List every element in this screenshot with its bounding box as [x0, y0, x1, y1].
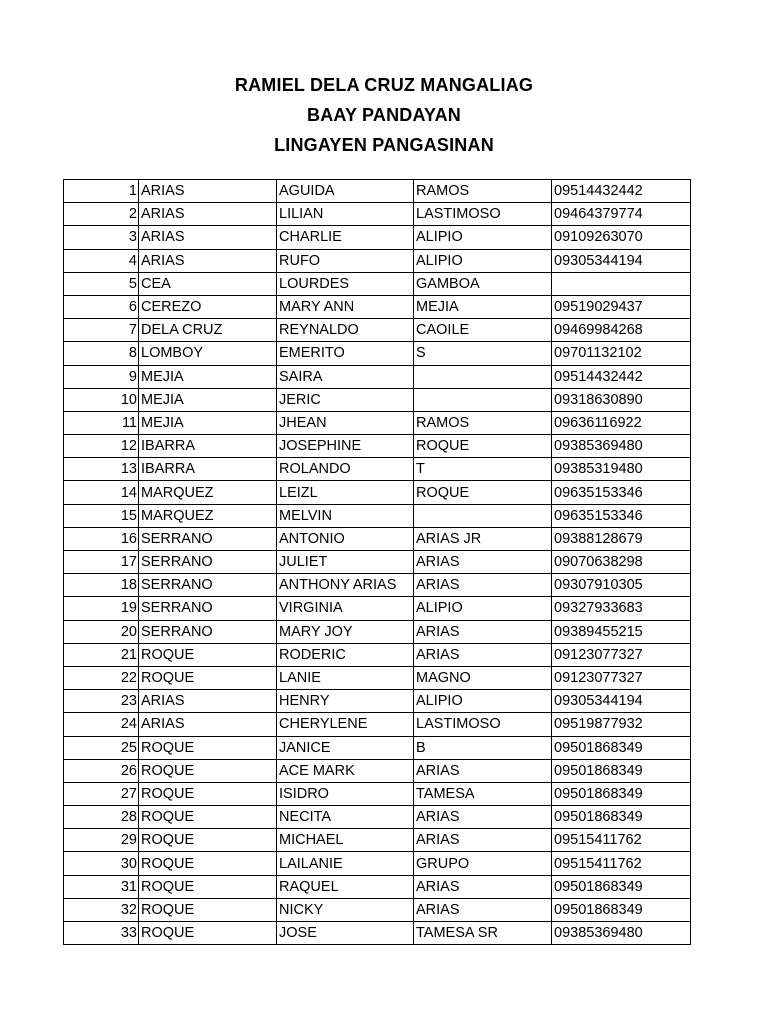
cell-middle-name: TAMESA	[414, 782, 552, 805]
table-row	[64, 666, 691, 689]
table-row	[64, 551, 691, 574]
cell-phone: 09519877932	[552, 713, 691, 736]
cell-middle-name: ARIAS	[414, 620, 552, 643]
cell-middle-name: ALIPIO	[414, 226, 552, 249]
cell-middle-name: CAOILE	[414, 319, 552, 342]
table-row	[64, 829, 691, 852]
cell-phone: 09519029437	[552, 295, 691, 318]
cell-number: 29	[64, 829, 139, 852]
cell-middle-name	[414, 365, 552, 388]
cell-number: 10	[64, 388, 139, 411]
cell-last-name: ROQUE	[139, 736, 277, 759]
cell-number: 27	[64, 782, 139, 805]
cell-last-name: ROQUE	[139, 643, 277, 666]
cell-middle-name: MAGNO	[414, 666, 552, 689]
cell-phone: 09469984268	[552, 319, 691, 342]
cell-middle-name: ARIAS	[414, 574, 552, 597]
cell-last-name: CEA	[139, 272, 277, 295]
cell-phone: 09385369480	[552, 922, 691, 945]
cell-last-name: IBARRA	[139, 435, 277, 458]
cell-number: 19	[64, 597, 139, 620]
cell-middle-name	[414, 388, 552, 411]
cell-middle-name: GAMBOA	[414, 272, 552, 295]
cell-number: 32	[64, 898, 139, 921]
roster-body	[64, 180, 691, 945]
table-row	[64, 504, 691, 527]
cell-last-name: ROQUE	[139, 898, 277, 921]
cell-first-name: ISIDRO	[277, 782, 414, 805]
cell-phone: 09385319480	[552, 458, 691, 481]
table-row	[64, 411, 691, 434]
table-row	[64, 782, 691, 805]
table-row	[64, 690, 691, 713]
table-row	[64, 759, 691, 782]
cell-first-name: REYNALDO	[277, 319, 414, 342]
cell-last-name: MEJIA	[139, 388, 277, 411]
cell-middle-name: RAMOS	[414, 411, 552, 434]
cell-middle-name: ARIAS JR	[414, 527, 552, 550]
table-row	[64, 806, 691, 829]
header-name: RAMIEL DELA CRUZ MANGALIAG	[234, 75, 534, 95]
cell-last-name: CEREZO	[139, 295, 277, 318]
cell-number: 4	[64, 249, 139, 272]
cell-first-name: ANTHONY ARIAS	[277, 574, 414, 597]
cell-last-name: ROQUE	[139, 759, 277, 782]
cell-last-name: ARIAS	[139, 203, 277, 226]
cell-first-name: JANICE	[277, 736, 414, 759]
cell-phone: 09123077327	[552, 666, 691, 689]
cell-last-name: ARIAS	[139, 226, 277, 249]
cell-middle-name: RAMOS	[414, 180, 552, 203]
roster-table	[63, 179, 691, 945]
cell-phone: 09123077327	[552, 643, 691, 666]
cell-middle-name: B	[414, 736, 552, 759]
cell-number: 15	[64, 504, 139, 527]
cell-middle-name: LASTIMOSO	[414, 203, 552, 226]
cell-first-name: LEIZL	[277, 481, 414, 504]
cell-phone: 09464379774	[552, 203, 691, 226]
table-row	[64, 295, 691, 318]
cell-first-name: JULIET	[277, 551, 414, 574]
cell-first-name: EMERITO	[277, 342, 414, 365]
cell-number: 7	[64, 319, 139, 342]
cell-first-name: JERIC	[277, 388, 414, 411]
cell-phone: 09388128679	[552, 527, 691, 550]
cell-middle-name: ROQUE	[414, 435, 552, 458]
cell-last-name: ROQUE	[139, 666, 277, 689]
cell-number: 6	[64, 295, 139, 318]
cell-last-name: ARIAS	[139, 713, 277, 736]
cell-phone: 09515411762	[552, 852, 691, 875]
table-row	[64, 898, 691, 921]
cell-middle-name: TAMESA SR	[414, 922, 552, 945]
cell-number: 5	[64, 272, 139, 295]
cell-number: 3	[64, 226, 139, 249]
cell-first-name: ROLANDO	[277, 458, 414, 481]
cell-first-name: JHEAN	[277, 411, 414, 434]
cell-middle-name: ARIAS	[414, 551, 552, 574]
cell-first-name: MICHAEL	[277, 829, 414, 852]
table-row	[64, 435, 691, 458]
document-header	[0, 70, 768, 160]
header-location: LINGAYEN PANGASINAN	[274, 135, 494, 155]
table-row	[64, 226, 691, 249]
cell-last-name: ARIAS	[139, 180, 277, 203]
cell-middle-name: ALIPIO	[414, 690, 552, 713]
cell-last-name: ARIAS	[139, 690, 277, 713]
cell-number: 25	[64, 736, 139, 759]
cell-number: 31	[64, 875, 139, 898]
cell-middle-name: ARIAS	[414, 875, 552, 898]
table-row	[64, 922, 691, 945]
cell-phone: 09501868349	[552, 736, 691, 759]
cell-middle-name	[414, 504, 552, 527]
cell-middle-name: ARIAS	[414, 898, 552, 921]
cell-last-name: MEJIA	[139, 411, 277, 434]
cell-phone: 09305344194	[552, 249, 691, 272]
cell-phone: 09636116922	[552, 411, 691, 434]
cell-first-name: RODERIC	[277, 643, 414, 666]
table-row	[64, 643, 691, 666]
table-row	[64, 597, 691, 620]
cell-number: 28	[64, 806, 139, 829]
cell-middle-name: ARIAS	[414, 643, 552, 666]
cell-number: 20	[64, 620, 139, 643]
cell-number: 17	[64, 551, 139, 574]
cell-last-name: ROQUE	[139, 829, 277, 852]
cell-phone	[552, 272, 691, 295]
cell-first-name: HENRY	[277, 690, 414, 713]
cell-phone: 09635153346	[552, 481, 691, 504]
cell-last-name: ARIAS	[139, 249, 277, 272]
cell-first-name: ANTONIO	[277, 527, 414, 550]
cell-phone: 09514432442	[552, 180, 691, 203]
cell-last-name: ROQUE	[139, 875, 277, 898]
table-row	[64, 203, 691, 226]
table-row	[64, 458, 691, 481]
cell-phone: 09501868349	[552, 898, 691, 921]
table-row	[64, 272, 691, 295]
cell-middle-name: MEJIA	[414, 295, 552, 318]
cell-middle-name: LASTIMOSO	[414, 713, 552, 736]
table-row	[64, 180, 691, 203]
table-row	[64, 481, 691, 504]
cell-first-name: ACE MARK	[277, 759, 414, 782]
cell-phone: 09385369480	[552, 435, 691, 458]
cell-first-name: RAQUEL	[277, 875, 414, 898]
cell-phone: 09501868349	[552, 782, 691, 805]
cell-last-name: ROQUE	[139, 806, 277, 829]
cell-first-name: NECITA	[277, 806, 414, 829]
cell-last-name: SERRANO	[139, 551, 277, 574]
cell-number: 30	[64, 852, 139, 875]
cell-first-name: LOURDES	[277, 272, 414, 295]
cell-number: 14	[64, 481, 139, 504]
table-row	[64, 574, 691, 597]
cell-phone: 09389455215	[552, 620, 691, 643]
table-row	[64, 852, 691, 875]
cell-number: 23	[64, 690, 139, 713]
cell-middle-name: ALIPIO	[414, 597, 552, 620]
table-row	[64, 713, 691, 736]
cell-phone: 09318630890	[552, 388, 691, 411]
cell-first-name: NICKY	[277, 898, 414, 921]
cell-phone: 09109263070	[552, 226, 691, 249]
header-barangay: BAAY PANDAYAN	[307, 105, 461, 125]
cell-phone: 09307910305	[552, 574, 691, 597]
cell-first-name: RUFO	[277, 249, 414, 272]
cell-number: 24	[64, 713, 139, 736]
table-row	[64, 342, 691, 365]
cell-middle-name: ROQUE	[414, 481, 552, 504]
cell-last-name: SERRANO	[139, 527, 277, 550]
table-row	[64, 249, 691, 272]
cell-number: 11	[64, 411, 139, 434]
cell-first-name: CHERYLENE	[277, 713, 414, 736]
cell-last-name: SERRANO	[139, 597, 277, 620]
cell-phone: 09701132102	[552, 342, 691, 365]
cell-number: 13	[64, 458, 139, 481]
cell-middle-name: S	[414, 342, 552, 365]
table-row	[64, 527, 691, 550]
cell-first-name: AGUIDA	[277, 180, 414, 203]
cell-first-name: MELVIN	[277, 504, 414, 527]
cell-first-name: LILIAN	[277, 203, 414, 226]
cell-last-name: ROQUE	[139, 922, 277, 945]
cell-first-name: LAILANIE	[277, 852, 414, 875]
cell-last-name: SERRANO	[139, 574, 277, 597]
cell-middle-name: ARIAS	[414, 806, 552, 829]
cell-number: 1	[64, 180, 139, 203]
cell-phone: 09501868349	[552, 759, 691, 782]
cell-last-name: MARQUEZ	[139, 481, 277, 504]
cell-number: 16	[64, 527, 139, 550]
table-row	[64, 875, 691, 898]
cell-number: 12	[64, 435, 139, 458]
cell-phone: 09070638298	[552, 551, 691, 574]
cell-number: 21	[64, 643, 139, 666]
cell-last-name: MARQUEZ	[139, 504, 277, 527]
cell-last-name: ROQUE	[139, 852, 277, 875]
cell-last-name: DELA CRUZ	[139, 319, 277, 342]
cell-phone: 09305344194	[552, 690, 691, 713]
cell-last-name: ROQUE	[139, 782, 277, 805]
cell-phone: 09635153346	[552, 504, 691, 527]
table-row	[64, 388, 691, 411]
cell-middle-name: ARIAS	[414, 759, 552, 782]
cell-first-name: JOSEPHINE	[277, 435, 414, 458]
cell-first-name: SAIRA	[277, 365, 414, 388]
cell-phone: 09515411762	[552, 829, 691, 852]
table-row	[64, 365, 691, 388]
cell-number: 18	[64, 574, 139, 597]
table-row	[64, 620, 691, 643]
cell-last-name: LOMBOY	[139, 342, 277, 365]
table-row	[64, 736, 691, 759]
cell-middle-name: ARIAS	[414, 829, 552, 852]
cell-last-name: IBARRA	[139, 458, 277, 481]
cell-phone: 09501868349	[552, 875, 691, 898]
cell-last-name: SERRANO	[139, 620, 277, 643]
cell-middle-name: ALIPIO	[414, 249, 552, 272]
cell-first-name: VIRGINIA	[277, 597, 414, 620]
cell-number: 9	[64, 365, 139, 388]
cell-first-name: JOSE	[277, 922, 414, 945]
cell-phone: 09327933683	[552, 597, 691, 620]
cell-number: 33	[64, 922, 139, 945]
cell-phone: 09501868349	[552, 806, 691, 829]
cell-first-name: CHARLIE	[277, 226, 414, 249]
cell-first-name: MARY JOY	[277, 620, 414, 643]
cell-last-name: MEJIA	[139, 365, 277, 388]
cell-middle-name: T	[414, 458, 552, 481]
cell-middle-name: GRUPO	[414, 852, 552, 875]
cell-number: 26	[64, 759, 139, 782]
table-row	[64, 319, 691, 342]
cell-first-name: LANIE	[277, 666, 414, 689]
cell-first-name: MARY ANN	[277, 295, 414, 318]
cell-number: 22	[64, 666, 139, 689]
cell-number: 2	[64, 203, 139, 226]
cell-phone: 09514432442	[552, 365, 691, 388]
cell-number: 8	[64, 342, 139, 365]
